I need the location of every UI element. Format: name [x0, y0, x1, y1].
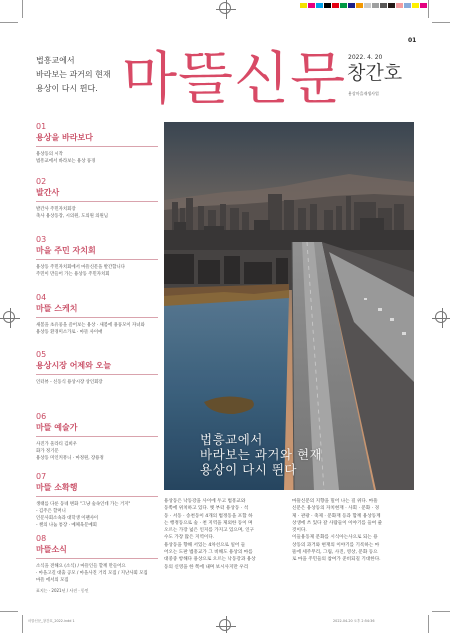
- intro-line: 용상이 다시 뛴다.: [36, 84, 98, 93]
- toc-desc: 법흥교에서 바라보는 용상 풍경: [36, 158, 96, 164]
- intro-line: 법흥교에서: [36, 56, 75, 65]
- toc-item[interactable]: [36, 177, 158, 220]
- toc-number: 03: [36, 235, 47, 244]
- crop-line: [0, 22, 18, 23]
- toc-number: 08: [36, 534, 47, 543]
- page-number: 01: [408, 37, 417, 44]
- toc-desc: 인문사회소속과 대학생 이팬사이: [36, 515, 99, 521]
- toc-desc: - 김주은 할머니: [36, 508, 66, 514]
- toc-desc: 용상동 환경미소가로 · 마뜰 사이애: [36, 329, 103, 335]
- toc-item[interactable]: [36, 235, 158, 278]
- toc-divider: [36, 374, 158, 375]
- toc-desc: 축사 용상동장, 시의원, 도의원 의원님: [36, 213, 108, 219]
- toc-divider: [36, 558, 158, 559]
- caption-line: 바라보는 과거와 현재: [200, 447, 323, 462]
- article-line: 대중중 항해다 용상으로 오르는 낙동강과 용상: [164, 557, 256, 563]
- photo-caption: [200, 432, 322, 477]
- registration-mark: [219, 619, 231, 631]
- newspaper-logo: 마뜰신문: [122, 46, 347, 112]
- toc-desc: 용상동의 시작: [36, 151, 63, 157]
- toc-title: 마뜰 예술가: [36, 423, 78, 432]
- toc-item[interactable]: [36, 534, 158, 584]
- article-line: 상생에 쓰 있다 갈 사람들이 이야기를 들여 줄: [292, 520, 383, 526]
- toc-divider: [36, 259, 158, 260]
- article-line: 용상동을 향해 서있는 4차선으로 일어 들: [164, 542, 246, 548]
- print-color-bar: [300, 3, 428, 8]
- toc-desc: 용상동 미인커뮤니 · 마정원, 장용정: [36, 455, 104, 461]
- toc-item[interactable]: [36, 412, 158, 462]
- toc-title: 발간사: [36, 188, 60, 197]
- article-column-2: [292, 498, 414, 564]
- crop-line: [0, 611, 18, 612]
- toc-desc: 사진가 울라티 김희우: [36, 441, 77, 447]
- toc-desc: - 챈의 나눔 통장 · 예체육문예회: [36, 522, 97, 528]
- toc-number: 01: [36, 122, 47, 131]
- crop-line: [432, 611, 450, 612]
- article-line: 동쪽에 위치하고 있다. 옛 부터 용상동 · 석: [164, 506, 249, 512]
- toc-desc: 생태를 다룬 동네 변화 "그냥 숲속인데 가는 거지": [36, 501, 131, 507]
- article-line: 용상동은 낙동강을 사이에 두고 법흥교와: [164, 499, 246, 504]
- caption-line: 용상이 다시 뛴다: [200, 462, 297, 477]
- issue-date: 2022. 4. 20: [348, 54, 383, 61]
- print-slug-left: 마뜰신문_창간호_2022.indd 1: [28, 619, 75, 623]
- toc-title: 용상시장 어제와 오늘: [36, 361, 112, 370]
- toc-title: 마뜰 스케치: [36, 304, 78, 313]
- toc-desc: 소식을 전해요 (소식) / 마뜰인들 할께 만들어요: [36, 563, 126, 569]
- toc-desc: 인터뷰 - 신동식 용상시장 상인회장: [36, 379, 103, 385]
- toc-item[interactable]: [36, 350, 158, 386]
- toc-divider: [36, 496, 158, 497]
- toc-item[interactable]: [36, 472, 158, 529]
- toc-number: 06: [36, 412, 47, 421]
- toc-desc: · 마을고길 대출 공모 / 마을사진 거리 모집 / 지난사회 모집: [36, 570, 148, 576]
- crop-line: [428, 615, 429, 633]
- toc-number: 07: [36, 472, 47, 481]
- publisher-info-line: 용상마을재생사업: [348, 91, 379, 96]
- publisher-info: [348, 91, 379, 97]
- toc-desc: 주민이 만들어 가는 용상동 주민자치회: [36, 271, 110, 277]
- toc-number: 02: [36, 177, 47, 186]
- article-line: 오르는 가장 넓은 인지를 가지고 있으며, 인구: [164, 528, 255, 534]
- toc-divider: [36, 146, 158, 147]
- article-column-1: [164, 498, 287, 571]
- caption-line: 법흥교에서: [200, 432, 263, 447]
- print-slug-right: 2022-04-20 오후 2:54:36: [333, 619, 375, 623]
- crop-line: [22, 0, 23, 18]
- crop-line: [22, 615, 23, 633]
- toc-desc: 발간사 주민자치회장: [36, 206, 76, 212]
- toc-desc: 용상동 주민자치회에서 마뜰신문을 발간합니다: [36, 264, 126, 270]
- issue-label: 창간호: [347, 62, 403, 84]
- crop-line: [428, 0, 429, 18]
- article-line: 마뜰신문의 지향을 밀어 나는 길 위다. 마뜰: [292, 499, 378, 504]
- crop-line: [432, 22, 450, 23]
- article-line: 어오는 도판 법흥교가 그 비해도 용상의 마를: [164, 550, 253, 556]
- article-line: 동의 신영을 한 쪽에 내며 보시사지만 우리: [164, 564, 249, 570]
- index-footer: 표지는 · 2021년 / 사진 · 동인: [36, 588, 89, 593]
- toc-desc: 새봄을 초유풍을 즐어보는 용상 · 새봄에 용풍모이 자녀와: [36, 322, 145, 328]
- toc-number: 04: [36, 293, 47, 302]
- registration-mark: [435, 311, 447, 323]
- article-line: 수도 가장 많은 지역이다.: [164, 535, 215, 541]
- article-line: 로 마을 주민들의 참여가 준비되길 기대한다.: [292, 557, 381, 563]
- article-line: 신문은 용상동의 자치현재 · 사회 · 문화 · 경: [292, 506, 380, 512]
- toc-title: 마을 주민 자치회: [36, 246, 96, 255]
- registration-mark: [219, 2, 231, 14]
- toc-divider: [36, 201, 158, 202]
- toc-title: 용상을 바라보다: [36, 133, 93, 142]
- toc-item[interactable]: [36, 122, 158, 165]
- article-line: 동 · 서동 · 송천동이 4개의 법정동을 포함 하: [164, 513, 253, 519]
- article-line: 제 · 관광 · 축제 · 문화재 등과 함께 용상동계: [292, 513, 381, 519]
- toc-title: 마뜰 소확행: [36, 483, 78, 492]
- toc-item[interactable]: [36, 293, 158, 336]
- toc-divider: [36, 317, 158, 318]
- article-line: 이들용동제 문화를 시식아는사으로 되는 용: [292, 535, 378, 541]
- toc-desc: 마뜰 에서의 모집: [36, 577, 69, 583]
- intro-line: 바라보는 과거의 현재: [36, 70, 111, 79]
- registration-mark: [3, 311, 15, 323]
- article-line: 는 행정동으로 숲 · 천 지역을 제외한 동이 며: [164, 520, 253, 526]
- masthead-intro: [36, 54, 111, 96]
- article-line: 것이다.: [292, 528, 307, 534]
- toc-divider: [36, 436, 158, 437]
- article-line: 뜰에 세주무리, 그림, 사진, 영상, 문화 등으: [292, 550, 378, 556]
- toc-number: 05: [36, 350, 47, 359]
- toc-desc: 화가 정기문: [36, 448, 59, 454]
- toc-title: 마뜰소식: [36, 545, 67, 554]
- article-line: 상동의 과거와 현재의 이야기를 기록하는 마: [292, 542, 380, 548]
